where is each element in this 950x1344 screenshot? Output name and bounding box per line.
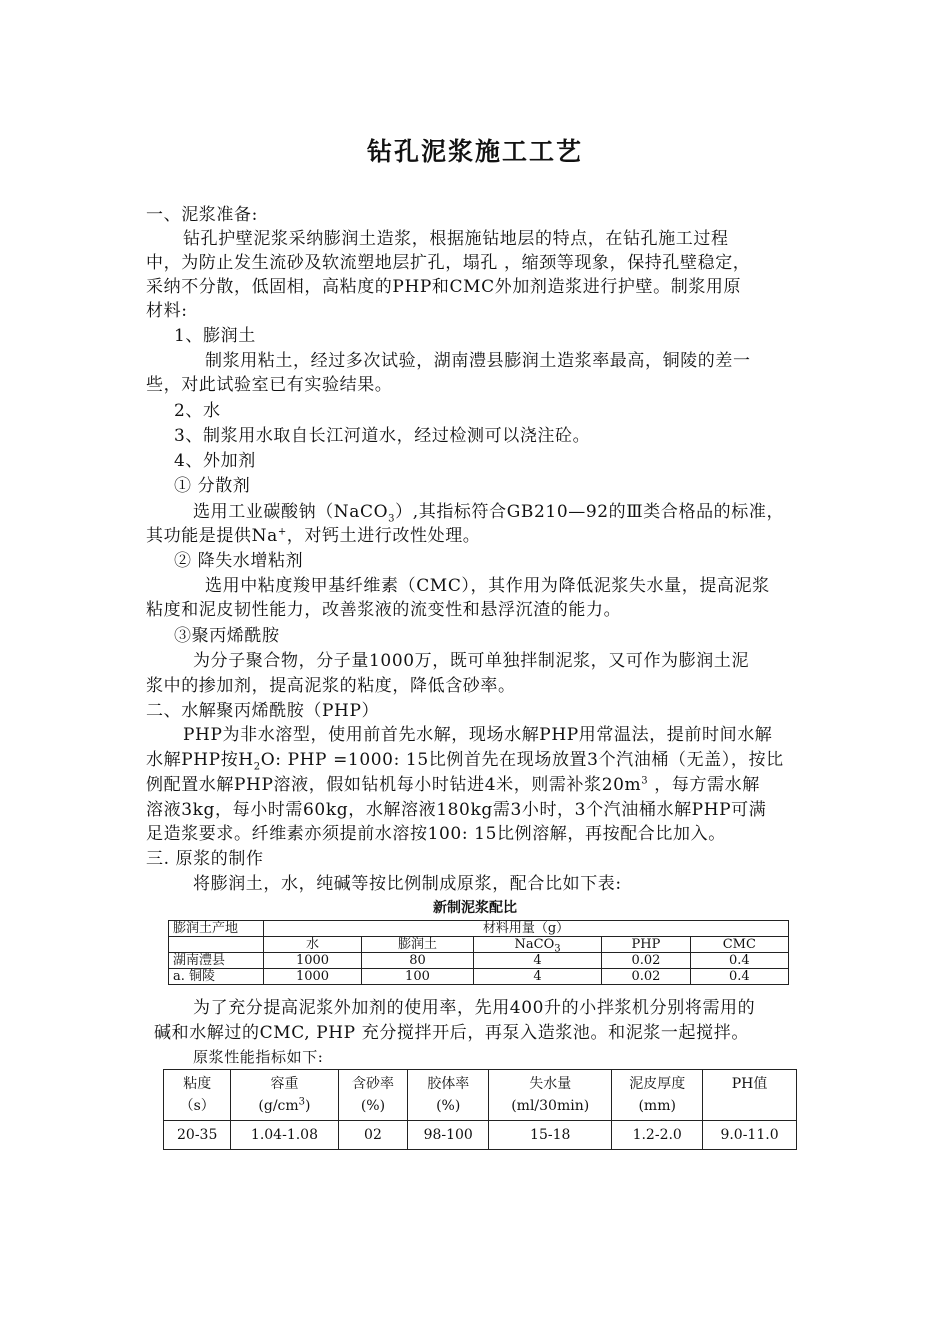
paragraph-line: 选用中粘度羧甲基纤维素（CMC），其作用为降低泥浆失水量，提高泥浆 [205,576,770,596]
table-header-cell: NaCO$_3$ [473,937,601,953]
list-item-heading: 4、外加剂 [174,451,256,471]
paragraph-line: 其功能是提供Na+，对钙土进行改性处理。 [146,526,481,546]
table-header-cell: 容重 $(g/cm^3)$ [231,1070,338,1121]
paragraph-line: 足造浆要求。纤维素亦须提前水溶按100: 15比例溶解，再按配合比加入。 [146,824,726,844]
sub-item-heading: ② 降失水增粘剂 [174,551,304,571]
list-item-heading: 2、水 [174,401,221,421]
section-heading-3: 三. 原浆的制作 [146,849,264,869]
table-cell: 02 [338,1121,408,1150]
table-header-cell: 失水量 (ml/30min) [489,1070,612,1121]
paragraph-line: 中，为防止发生流砂及软流塑地层扩孔，塌孔 ，缩颈等现象，保持孔壁稳定， [146,253,751,273]
table-header-cell: 胶体率 (%) [408,1070,489,1121]
table-cell: 1000 [264,969,362,985]
paragraph-line: 粘度和泥皮韧性能力，改善浆液的流变性和悬浮沉渣的能力。 [146,600,622,620]
table-header-cell: 膨润土 [362,937,474,953]
performance-table [163,1069,797,1150]
table-cell [169,937,264,953]
section-heading-1: 一、泥浆准备: [146,205,258,225]
table-header-cell: 材料用量（g） [264,921,789,937]
table-cell: 0.02 [602,953,690,969]
table-cell: 80 [362,953,474,969]
table-cell: 4 [473,953,601,969]
table-cell: 湖南澧县 [169,953,264,969]
table-header-cell: 粘度 （s） [164,1070,231,1121]
paragraph-line: 例配置水解PHP溶液，假如钻机每小时钻进4米，则需补浆$20m^3$ ，每方需水解 [146,775,760,795]
paragraph-line: 钻孔护壁泥浆采纳膨润土造浆，根据施钻地层的特点，在钻孔施工过程 [183,229,729,249]
paragraph-line: 材料: [146,301,188,321]
paragraph-line: 碱和水解过的CMC, PHP 充分搅拌开后，再泵入造浆池。和泥浆一起搅拌。 [154,1023,749,1043]
table-cell: 4 [473,969,601,985]
paragraph-line: PHP为非水溶型，使用前首先水解，现场水解PHP用常温法，提前时间水解 [183,725,773,745]
table-header-cell: 膨润土产地 [169,921,264,937]
table-header-cell: PH值 [703,1070,797,1121]
sub-item-heading: ① 分散剂 [174,476,251,496]
table-cell: 100 [362,969,474,985]
table-cell: a. 铜陵 [169,969,264,985]
table-row [164,1121,797,1150]
section-heading-2: 二、水解聚丙烯酰胺（PHP） [146,701,380,721]
paragraph-line: 些，对此试验室已有实验结果。 [146,375,393,395]
mix-ratio-table [168,920,789,985]
table-row [169,969,789,985]
page-title: 钻孔泥浆施工工艺 [366,137,583,166]
table-cell: 0.02 [602,969,690,985]
table-header-cell: 水 [264,937,362,953]
table-cell: 1000 [264,953,362,969]
list-item-heading: 1、膨润土 [174,326,256,346]
paragraph-line: 浆中的掺加剂，提高泥浆的粘度，降低含砂率。 [146,676,516,696]
table-cell: 1.04-1.08 [231,1121,338,1150]
table-cell: 20-35 [164,1121,231,1150]
paragraph-line: 为分子聚合物，分子量1000万，既可单独拌制泥浆，又可作为膨润土泥 [193,651,750,671]
table-cell: 98-100 [408,1121,489,1150]
table-row [169,953,789,969]
table-caption: 新制泥浆配比 [433,900,517,916]
table-header-cell: CMC [690,937,788,953]
list-item-heading: 3、制浆用水取自长江河道水，经过检测可以浇注砼。 [174,426,591,446]
paragraph-line: 溶液3kg，每小时需60kg，水解溶液180kg需3小时，3个汽油桶水解PHP可满 [146,800,767,820]
table-cell: 9.0-11.0 [703,1121,797,1150]
paragraph-line: 采纳不分散，低固相，高粘度的PHP和CMC外加剂造浆进行护壁。制浆用原 [146,277,742,297]
table-cell: 0.4 [690,969,788,985]
paragraph-line: 将膨润土，水，纯碱等按比例制成原浆，配合比如下表: [193,874,622,894]
table-header-cell: PHP [602,937,690,953]
sub-item-heading: ③聚丙烯酰胺 [174,626,280,646]
table-cell: 1.2-2.0 [612,1121,703,1150]
table-header-cell: 泥皮厚度 (mm) [612,1070,703,1121]
paragraph-line: 原浆性能指标如下: [193,1048,324,1066]
table-cell: 0.4 [690,953,788,969]
paragraph-line: 制浆用粘土，经过多次试验，湖南澧县膨润土造浆率最高，铜陵的差一 [205,351,751,371]
table-cell: 15-18 [489,1121,612,1150]
paragraph-line: 水解PHP按$H_2O$: PHP =1000: 15比例首先在现场放置3个汽油桶（无盖），按比 [146,750,784,773]
paragraph-line: 为了充分提高泥浆外加剂的使用率，先用400升的小拌浆机分别将需用的 [193,998,756,1018]
paragraph-line: 选用工业碳酸钠（NaCO$_3$）,其指标符合GB210—92的Ⅲ类合格品的标准， [193,502,785,525]
table-header-cell: 含砂率 (%) [338,1070,408,1121]
